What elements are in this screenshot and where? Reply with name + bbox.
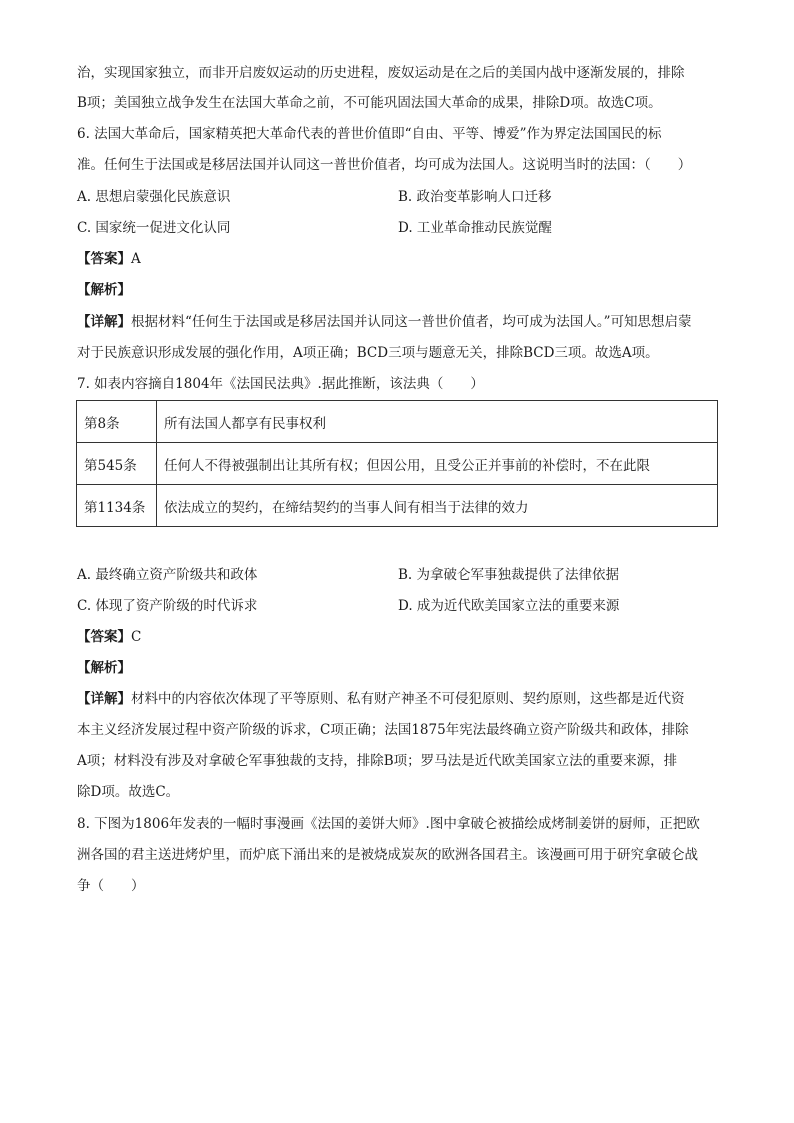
- q7-detail-line-3: A项；材料没有涉及对拿破仑军事独裁的支持，排除B项；罗马法是近代欧美国家立法的重要来源，排: [77, 753, 678, 769]
- q6-option-d: D. 工业革命推动民族觉醒: [398, 220, 552, 236]
- q6-detail-tag: 【详解】: [77, 314, 131, 330]
- intro-line-1: 治，实现国家独立，而非开启废奴运动的历史进程，废奴运动是在之后的美国内战中逐渐发展的，排除: [77, 65, 685, 81]
- q6-option-a: A. 思想启蒙强化民族意识: [77, 189, 231, 205]
- table-row: [77, 401, 718, 443]
- q7-stem: 7. 如表内容摘自1804年《法国民法典》.据此推断，该法典（ ）: [77, 376, 484, 392]
- table-cell-content: 依法成立的契约，在缔结契约的当事人间有相当于法律的效力: [157, 485, 718, 527]
- q6-answer: [77, 249, 717, 269]
- table-row: [77, 485, 718, 527]
- table-cell-content: 所有法国人都享有民事权利: [157, 401, 718, 443]
- q7-option-c: C. 体现了资产阶级的时代诉求: [77, 598, 258, 614]
- q6-stem-line-2: 准。任何生于法国或是移居法国并认同这一普世价值者，均可成为法国人。这说明当时的法国：（ ）: [77, 157, 692, 173]
- q7-detail-line-1: 【详解】材料中的内容依次体现了平等原则、私有财产神圣不可侵犯原则、契约原则，这些都是近代资: [77, 691, 685, 707]
- q6-detail-line-1: 【详解】根据材料“任何生于法国或是移居法国并认同这一普世价值者，均可成为法国人。”可知思想启蒙: [77, 314, 692, 330]
- q7-option-d: D. 成为近代欧美国家立法的重要来源: [398, 598, 620, 614]
- q7-answer: [77, 627, 717, 647]
- table-cell-article: 第8条: [77, 401, 157, 443]
- q6-answer-tag: 【答案】: [77, 251, 131, 267]
- q7-detail-tag: 【详解】: [77, 691, 131, 707]
- intro-line-2: B项；美国独立战争发生在法国大革命之前，不可能巩固法国大革命的成果，排除D项。故选C项。: [77, 95, 662, 111]
- q6-detail-line-2: 对于民族意识形成发展的强化作用，A项正确；BCD三项与题意无关，排除BCD三项。故选A项。: [77, 345, 659, 361]
- table-cell-article: 第1134条: [77, 485, 157, 527]
- q7-detail-line-4: 除D项。故选C。: [77, 784, 180, 800]
- table-cell-content: 任何人不得被强制出让其所有权；但因公用，且受公正并事前的补偿时，不在此限: [157, 443, 718, 485]
- q8-stem-line-1: 8. 下图为1806年发表的一幅时事漫画《法国的姜饼大师》.图中拿破仑被描绘成烤制姜饼的厨师，正把欧: [77, 816, 700, 832]
- q6-analysis-tag: 【解析】: [77, 282, 131, 298]
- civil-code-table: [76, 400, 718, 527]
- q6-stem-line-1: 6. 法国大革命后，国家精英把大革命代表的普世价值即“自由、平等、博爱”作为界定法国国民的标: [77, 126, 662, 142]
- q7-answer-tag: 【答案】: [77, 629, 131, 645]
- table-cell-article: 第545条: [77, 443, 157, 485]
- table-row: [77, 443, 718, 485]
- q7-option-b: B. 为拿破仑军事独裁提供了法律依据: [398, 567, 620, 583]
- q6-option-b: B. 政治变革影响人口迁移: [398, 189, 552, 205]
- q8-stem-line-3: 争（ ）: [77, 878, 145, 894]
- q6-answer-value: A: [131, 251, 141, 267]
- q7-option-a: A. 最终确立资产阶级共和政体: [77, 567, 258, 583]
- q8-stem-line-2: 洲各国的君主送进烤炉里，而炉底下涌出来的是被烧成炭灰的欧洲各国君主。该漫画可用于研究拿破仑战: [77, 847, 698, 863]
- q6-option-c: C. 国家统一促进文化认同: [77, 220, 231, 236]
- q7-detail-line-2: 本主义经济发展过程中资产阶级的诉求，C项正确；法国1875年宪法最终确立资产阶级共和政体，排除: [77, 722, 689, 738]
- q7-analysis-tag: 【解析】: [77, 660, 131, 676]
- q7-answer-value: C: [131, 629, 142, 645]
